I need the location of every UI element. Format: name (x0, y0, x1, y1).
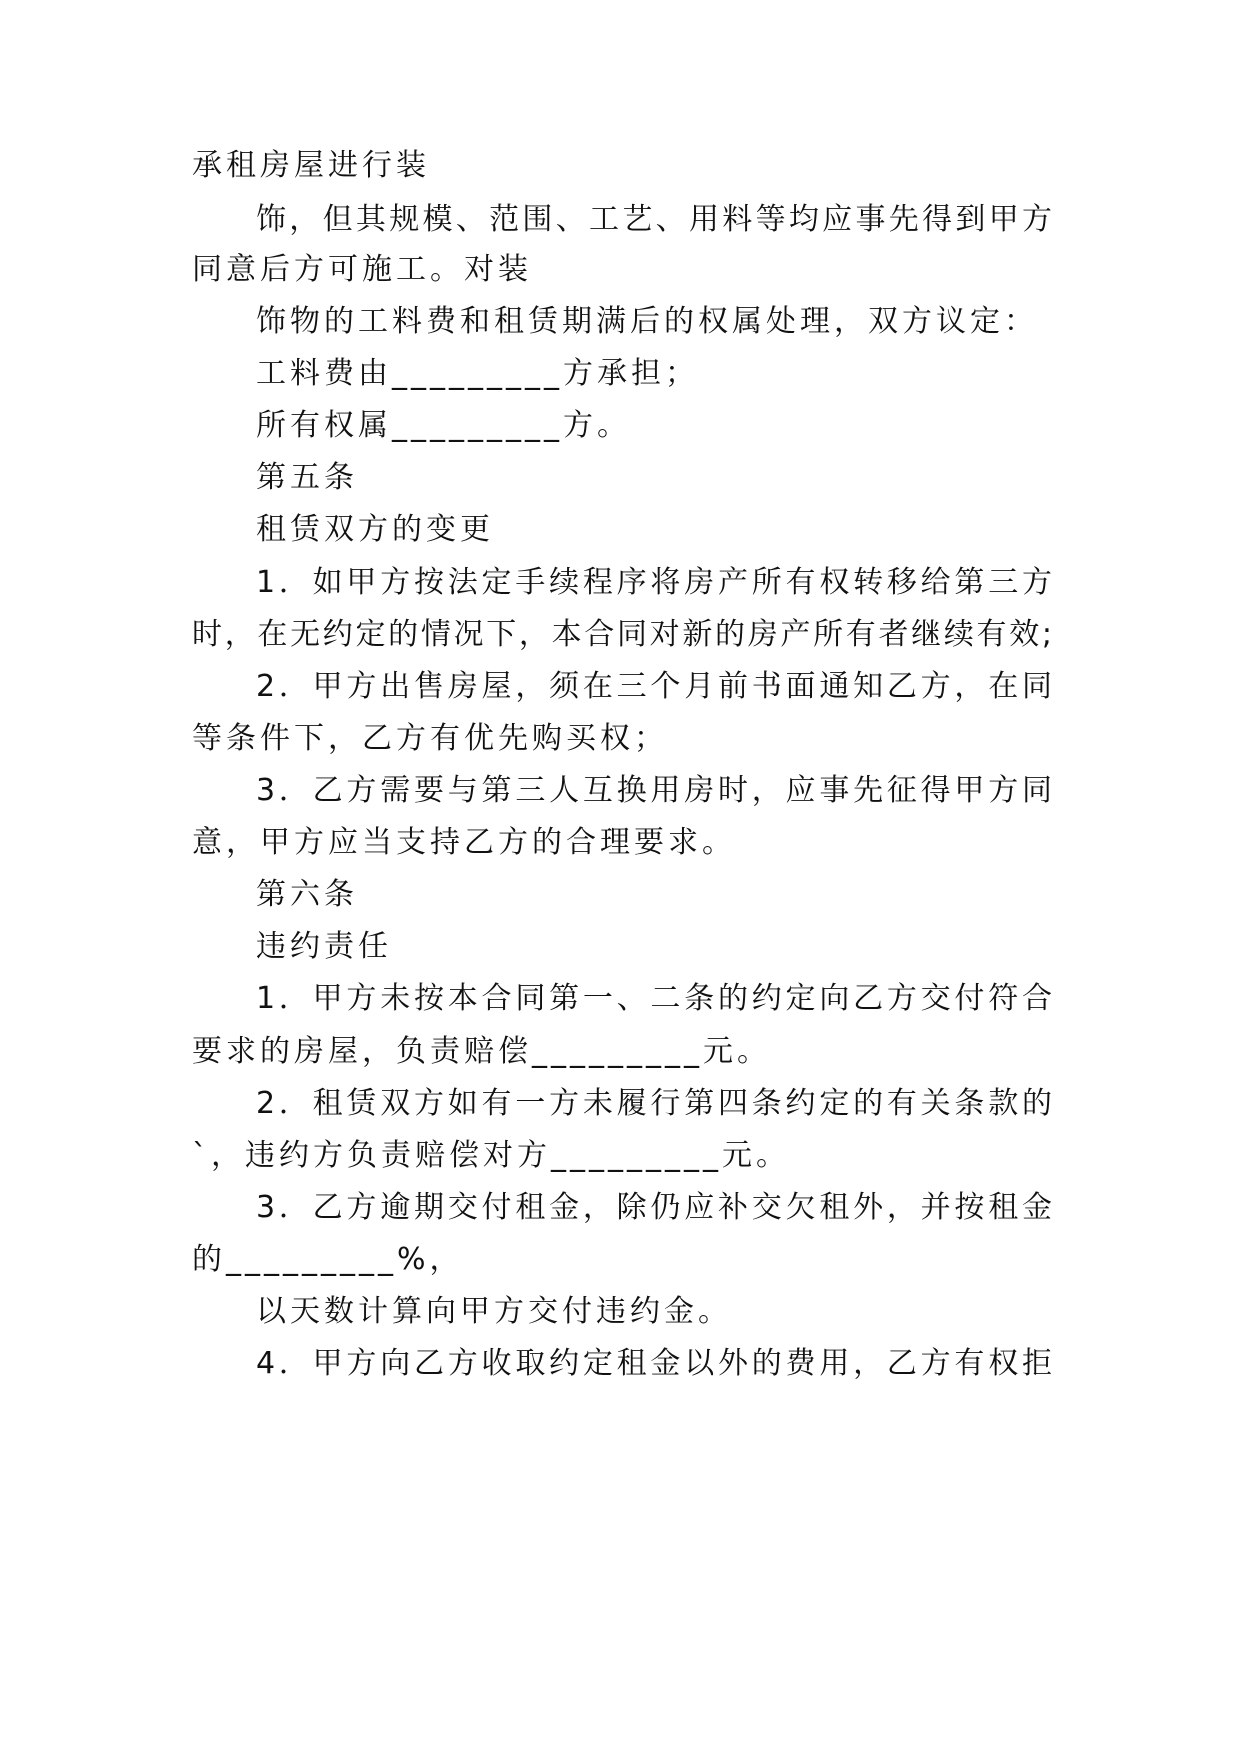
text-line: 所有权属_________方。 (256, 408, 631, 443)
article-heading: 第六条 (256, 877, 358, 912)
article-title: 租赁双方的变更 (256, 512, 494, 547)
text-line: 2．租赁双方如有一方未履行第四条约定的有关条款的 (256, 1086, 1052, 1121)
text-line: 工料费由_________方承担； (256, 356, 699, 391)
article-heading: 第五条 (256, 460, 358, 495)
text-line: 承租房屋进行装 (192, 148, 430, 183)
article-title: 违约责任 (256, 929, 392, 964)
text-line: `，违约方负责赔偿对方_________元。 (192, 1138, 790, 1173)
text-line: 饰物的工料费和租赁期满后的权属处理，双方议定： (256, 304, 1038, 339)
text-line: 饰，但其规模、范围、工艺、用料等均应事先得到甲方 (256, 202, 1052, 237)
text-line: 意，甲方应当支持乙方的合理要求。 (192, 825, 736, 860)
text-line: 同意后方可施工。对装 (192, 252, 532, 287)
text-line: 要求的房屋，负责赔偿_________元。 (192, 1034, 771, 1069)
text-line: 3．乙方需要与第三人互换用房时，应事先征得甲方同 (256, 773, 1052, 808)
text-line: 3．乙方逾期交付租金，除仍应补交欠租外，并按租金 (256, 1190, 1052, 1225)
text-line: 等条件下，乙方有优先购买权； (192, 721, 668, 756)
text-line: 以天数计算向甲方交付违约金。 (256, 1294, 732, 1329)
text-line: 时，在无约定的情况下，本合同对新的房产所有者继续有效; (192, 617, 1052, 652)
text-line: 1．甲方未按本合同第一、二条的约定向乙方交付符合 (256, 981, 1052, 1016)
text-line: 的_________%， (192, 1242, 464, 1277)
text-line: 4．甲方向乙方收取约定租金以外的费用，乙方有权拒 (256, 1346, 1052, 1381)
text-line: 1．如甲方按法定手续程序将房产所有权转移给第三方 (256, 565, 1052, 600)
text-line: 2．甲方出售房屋，须在三个月前书面通知乙方，在同 (256, 669, 1052, 704)
